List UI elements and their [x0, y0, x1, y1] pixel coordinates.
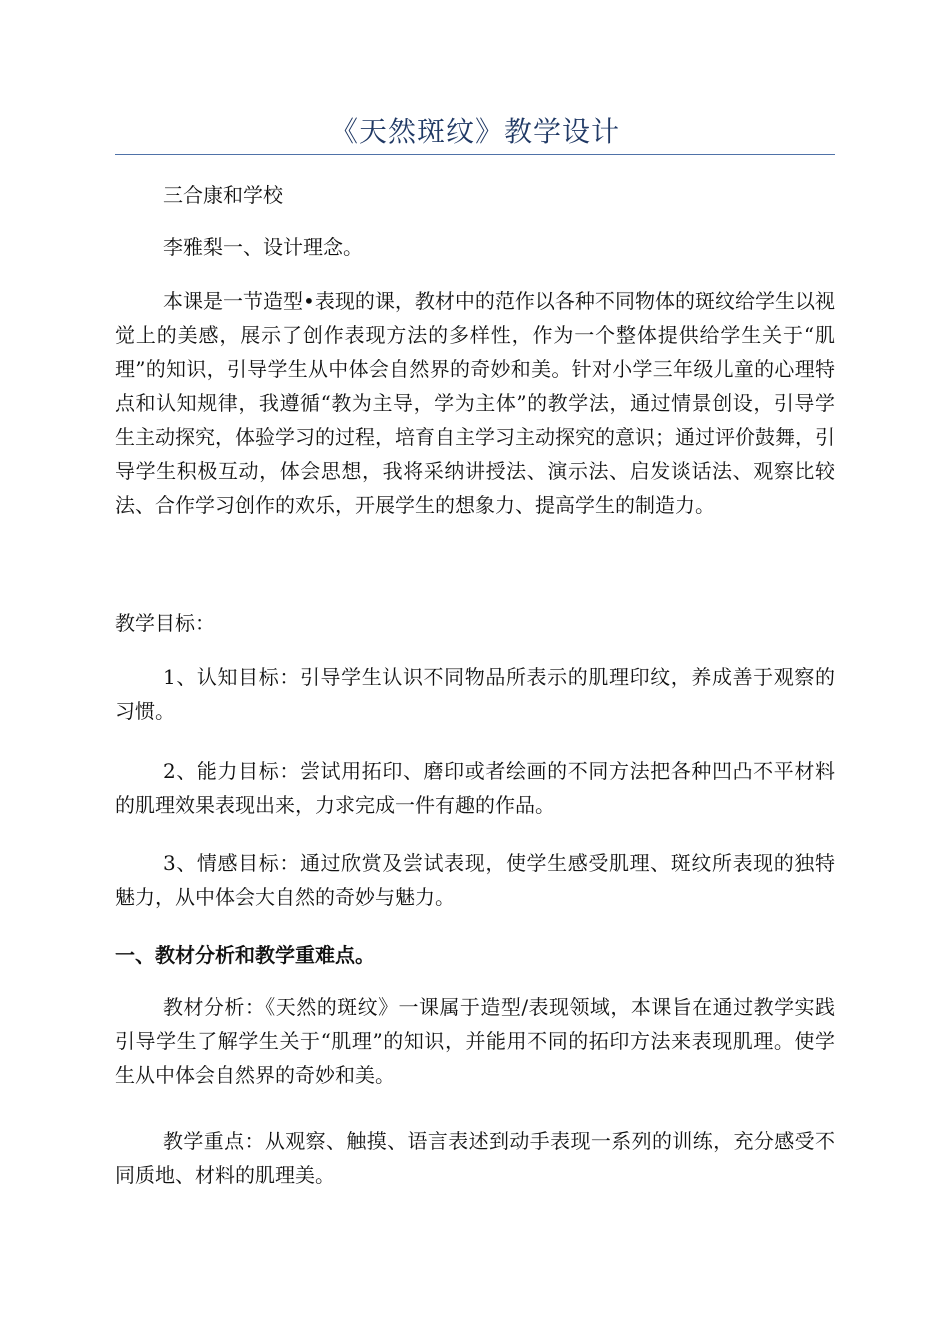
- material-analysis-paragraph: 教材分析：《天然的斑纹》一课属于造型/表现领域，本课旨在通过教学实践引导学生了解学生关于“肌理”的知识，并能用不同的拓印方法来表现肌理。使学生从中体会自然界的奇妙和美。: [115, 995, 835, 1087]
- concept-paragraph: 本课是一节造型•表现的课，教材中的范作以各种不同物体的斑纹给学生以视觉上的美感，展示了创作表现方法的多样性，作为一个整体提供给学生关于“肌理”的知识，引导学生从中体会自然界的奇妙和美。针对小学三年级儿童的心理特点和认知规律，我遵循“教为主导，学为主体”的教学法，通过情景创设，引导学生主动探究，体验学习的过程，培育自主学习主动探究的意识；通过评价鼓舞，引导学生积极互动，体会思想，我将采纳讲授法、演示法、启发谈话法、观察比较法、合作学习创作的欢乐，开展学生的想象力、提高学生的制造力。: [115, 289, 835, 517]
- objective-emotional: 3、情感目标：通过欣赏及尝试表现，使学生感受肌理、斑纹所表现的独特魅力，从中体会大自然的奇妙与魅力。: [115, 851, 835, 909]
- objective-cognitive: 1、认知目标：引导学生认识不同物品所表示的肌理印纹，养成善于观察的习惯。: [115, 665, 835, 723]
- school-name: 三合康和学校: [163, 183, 283, 207]
- document-title: 《天然斑纹》教学设计: [329, 115, 620, 148]
- objective-ability: 2、能力目标：尝试用拓印、磨印或者绘画的不同方法把各种凹凸不平材料的肌理效果表现出来，力求完成一件有趣的作品。: [115, 759, 835, 817]
- teaching-focus-paragraph: 教学重点：从观察、触摸、语言表述到动手表现一系列的训练，充分感受不同质地、材料的肌理美。: [115, 1129, 835, 1187]
- section-heading-material-analysis: 一、教材分析和教学重难点。: [115, 943, 375, 967]
- objectives-heading: 教学目标：: [115, 611, 215, 635]
- title-underline: [115, 154, 835, 155]
- author-line: 李雅梨一、设计理念。: [163, 235, 363, 259]
